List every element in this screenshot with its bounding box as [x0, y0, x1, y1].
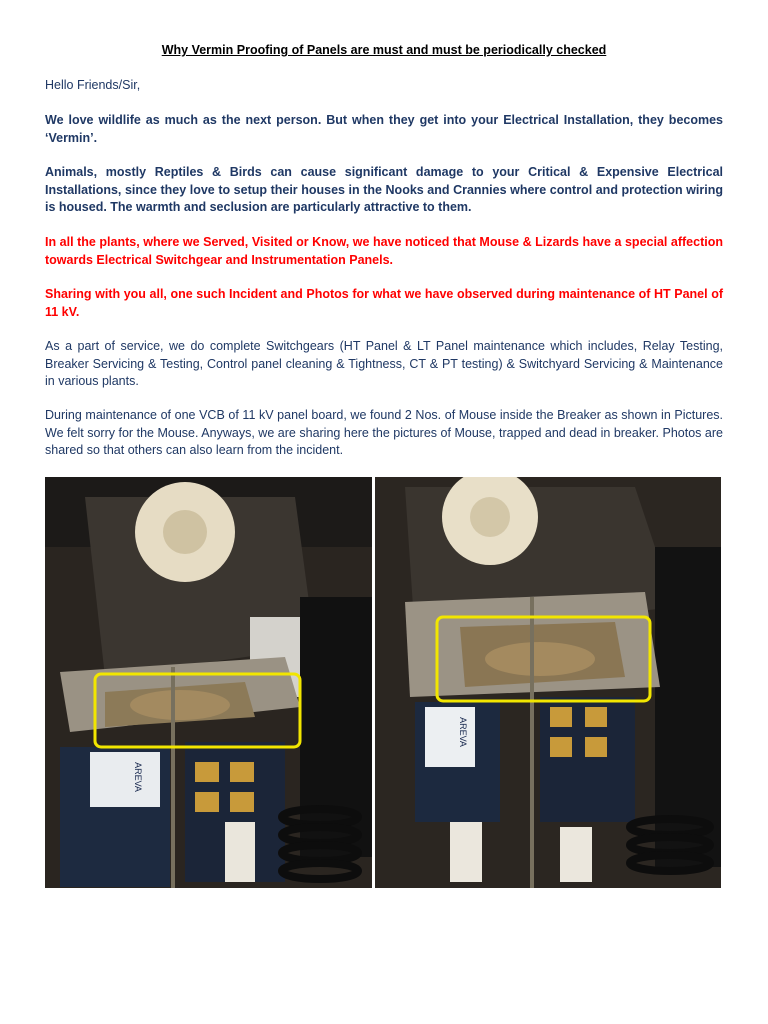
photo-left-coil-label: AREVA — [133, 762, 143, 792]
paragraph-maintenance-finding: During maintenance of one VCB of 11 kV panel board, we found 2 Nos. of Mouse inside the Breaker as shown in Pictures. We felt sorry for the Mouse. Anyways, we are sharing here the pictures of Mouse, trapped and dead in breaker. Photos are shared so that others can also learn from the incident. — [45, 408, 723, 457]
greeting: Hello Friends/Sir, — [45, 78, 141, 92]
paragraph-animals-damage: Animals, mostly Reptiles & Birds can cause significant damage to your Critical & Expensive Electrical Installations, since they love to setup their houses in the Nooks and Crannies where control and protection wiring is housed. The warmth and seclusion are particularly attractive to them. — [45, 165, 723, 214]
photo-breaker-left — [45, 477, 372, 888]
document-title: Why Vermin Proofing of Panels are must and must be periodically checked — [161, 43, 607, 57]
paragraph-service-scope: As a part of service, we do complete Switchgears (HT Panel & LT Panel maintenance which includes, Relay Testing, Breaker Servicing & Testing, Control panel cleaning & Tightness, CT & PT testing) & Switchyard Servicing & Maintenance in various plants. — [45, 339, 723, 388]
paragraph-incident-highlight: Sharing with you all, one such Incident and Photos for what we have observed during maintenance of HT Panel of 11 kV. — [45, 287, 723, 319]
paragraph-mouse-lizards-highlight: In all the plants, where we Served, Visited or Know, we have noticed that Mouse & Lizards have a special affection towards Electrical Switchgear and Instrumentation Panels. — [45, 235, 723, 267]
paragraph-vermin-intro: We love wildlife as much as the next person. But when they get into your Electrical Installation, they becomes ‘Vermin’. — [45, 113, 723, 145]
photo-breaker-right — [375, 477, 721, 888]
photo-right-coil-label: AREVA — [458, 717, 468, 747]
